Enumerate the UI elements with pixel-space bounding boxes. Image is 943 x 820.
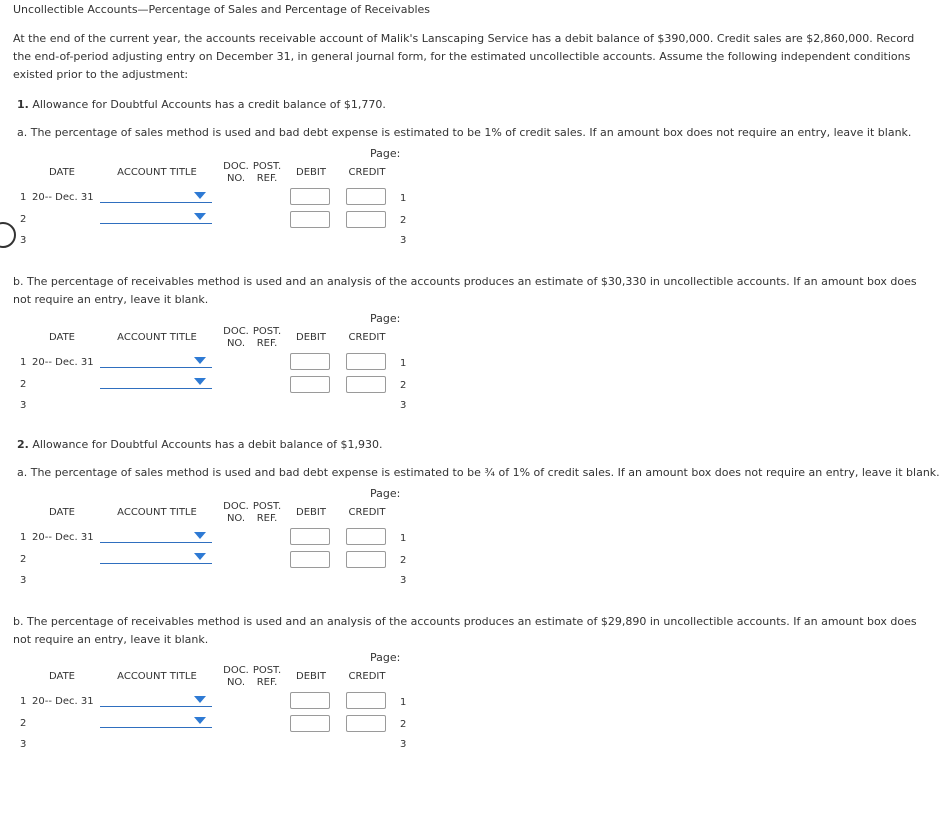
problem-intro: At the end of the current year, the accounts receivable account of Malik's Lanscaping Service has a debit balance of $390,000. Credit sales are $2,860,000. Record the end-of-period adjusting entry on December 31, in general journal form, for the estimated uncollectible accounts. Assume the following independent conditions existed prior to the adjustment: xyxy=(13,32,915,81)
row-number: 1 xyxy=(20,696,27,707)
row-number: 2 xyxy=(20,214,27,225)
page-label: Page: xyxy=(370,147,401,160)
post-ref-header: POST. REF. xyxy=(252,501,282,524)
post-ref-header: POST. REF. xyxy=(252,161,282,184)
page-label: Page: xyxy=(370,651,401,664)
entry-date: 20-- Dec. 31 xyxy=(32,192,94,203)
account-title-select[interactable] xyxy=(100,727,212,728)
question-1-number: 1. xyxy=(17,98,29,111)
debit-input[interactable] xyxy=(290,692,330,709)
credit-header: CREDIT xyxy=(348,671,386,682)
row-number-right: 1 xyxy=(400,358,407,369)
question-1 xyxy=(17,98,386,111)
date-header: DATE xyxy=(48,167,75,178)
account-title-header: ACCOUNT TITLE xyxy=(117,671,197,682)
row-number: 2 xyxy=(20,718,27,729)
row-number-right: 1 xyxy=(400,193,407,204)
debit-input[interactable] xyxy=(290,528,330,545)
account-title-select[interactable] xyxy=(100,388,212,389)
question-2-number: 2. xyxy=(17,438,29,451)
row-number-right: 2 xyxy=(400,555,407,566)
account-title-select[interactable] xyxy=(100,563,212,564)
debit-input[interactable] xyxy=(290,188,330,205)
debit-input[interactable] xyxy=(290,551,330,568)
row-number-right: 3 xyxy=(400,739,407,750)
account-title-select[interactable] xyxy=(100,202,212,203)
dropdown-arrow-icon[interactable] xyxy=(194,378,206,385)
row-number-right: 3 xyxy=(400,575,407,586)
journal-1a xyxy=(0,146,420,246)
row-number-right: 1 xyxy=(400,697,407,708)
credit-input[interactable] xyxy=(346,715,386,732)
credit-input[interactable] xyxy=(346,211,386,228)
row-number-right: 3 xyxy=(400,400,407,411)
question-2-text: Allowance for Doubtful Accounts has a debit balance of $1,930. xyxy=(32,438,383,451)
date-header: DATE xyxy=(48,332,75,343)
row-number: 3 xyxy=(20,575,27,586)
credit-input[interactable] xyxy=(346,376,386,393)
question-1b: b. The percentage of receivables method is used and an analysis of the accounts produces an estimate of $30,330 in uncollectible accounts. If an amount box does not require an entry, leave it blank. xyxy=(13,275,917,306)
credit-header: CREDIT xyxy=(348,332,386,343)
question-1-text: Allowance for Doubtful Accounts has a credit balance of $1,770. xyxy=(32,98,386,111)
question-2b: b. The percentage of receivables method is used and an analysis of the accounts produces an estimate of $29,890 in uncollectible accounts. If an amount box does not require an entry, leave it blank. xyxy=(13,615,917,646)
dropdown-arrow-icon[interactable] xyxy=(194,213,206,220)
doc-no-header: DOC. NO. xyxy=(223,665,249,688)
page-title: Uncollectible Accounts—Percentage of Sales and Percentage of Receivables xyxy=(13,3,431,16)
account-title-select[interactable] xyxy=(100,223,212,224)
debit-header: DEBIT xyxy=(296,167,326,178)
row-number: 1 xyxy=(20,532,27,543)
row-number: 2 xyxy=(20,379,27,390)
account-title-select[interactable] xyxy=(100,542,212,543)
doc-no-header: DOC. NO. xyxy=(223,161,249,184)
journal-2b xyxy=(0,650,420,750)
page-label: Page: xyxy=(370,312,401,325)
journal-2a xyxy=(0,486,420,586)
entry-date: 20-- Dec. 31 xyxy=(32,696,94,707)
account-title-select[interactable] xyxy=(100,367,212,368)
credit-header: CREDIT xyxy=(348,507,386,518)
row-number-right: 2 xyxy=(400,215,407,226)
row-number-right: 3 xyxy=(400,235,407,246)
dropdown-arrow-icon[interactable] xyxy=(194,553,206,560)
row-number: 3 xyxy=(20,739,27,750)
dropdown-arrow-icon[interactable] xyxy=(194,192,206,199)
doc-no-header: DOC. NO. xyxy=(223,326,249,349)
dropdown-arrow-icon[interactable] xyxy=(194,717,206,724)
post-ref-header: POST. REF. xyxy=(252,665,282,688)
date-header: DATE xyxy=(48,671,75,682)
debit-input[interactable] xyxy=(290,353,330,370)
row-number: 2 xyxy=(20,554,27,565)
credit-input[interactable] xyxy=(346,528,386,545)
dropdown-arrow-icon[interactable] xyxy=(194,357,206,364)
journal-1b xyxy=(0,311,420,411)
debit-input[interactable] xyxy=(290,211,330,228)
account-title-select[interactable] xyxy=(100,706,212,707)
row-number: 1 xyxy=(20,192,27,203)
row-number: 3 xyxy=(20,400,27,411)
row-number: 3 xyxy=(20,235,27,246)
debit-header: DEBIT xyxy=(296,332,326,343)
row-number-right: 2 xyxy=(400,380,407,391)
credit-input[interactable] xyxy=(346,551,386,568)
account-title-header: ACCOUNT TITLE xyxy=(117,507,197,518)
account-title-header: ACCOUNT TITLE xyxy=(117,332,197,343)
post-ref-header: POST. REF. xyxy=(252,326,282,349)
page-label: Page: xyxy=(370,487,401,500)
row-number: 1 xyxy=(20,357,27,368)
doc-no-header: DOC. NO. xyxy=(223,501,249,524)
credit-input[interactable] xyxy=(346,188,386,205)
question-1a: a. The percentage of sales method is used and bad debt expense is estimated to be 1% of credit sales. If an amount box does not require an entry, leave it blank. xyxy=(17,126,912,139)
dropdown-arrow-icon[interactable] xyxy=(194,696,206,703)
debit-input[interactable] xyxy=(290,376,330,393)
entry-date: 20-- Dec. 31 xyxy=(32,357,94,368)
entry-date: 20-- Dec. 31 xyxy=(32,532,94,543)
row-number-right: 2 xyxy=(400,719,407,730)
date-header: DATE xyxy=(48,507,75,518)
account-title-header: ACCOUNT TITLE xyxy=(117,167,197,178)
debit-header: DEBIT xyxy=(296,507,326,518)
question-2 xyxy=(17,438,383,451)
credit-input[interactable] xyxy=(346,692,386,709)
row-number-right: 1 xyxy=(400,533,407,544)
credit-input[interactable] xyxy=(346,353,386,370)
debit-header: DEBIT xyxy=(296,671,326,682)
debit-input[interactable] xyxy=(290,715,330,732)
credit-header: CREDIT xyxy=(348,167,386,178)
dropdown-arrow-icon[interactable] xyxy=(194,532,206,539)
question-2a: a. The percentage of sales method is used and bad debt expense is estimated to be ¾ of 1% of credit sales. If an amount box does not require an entry, leave it blank. xyxy=(17,466,940,479)
